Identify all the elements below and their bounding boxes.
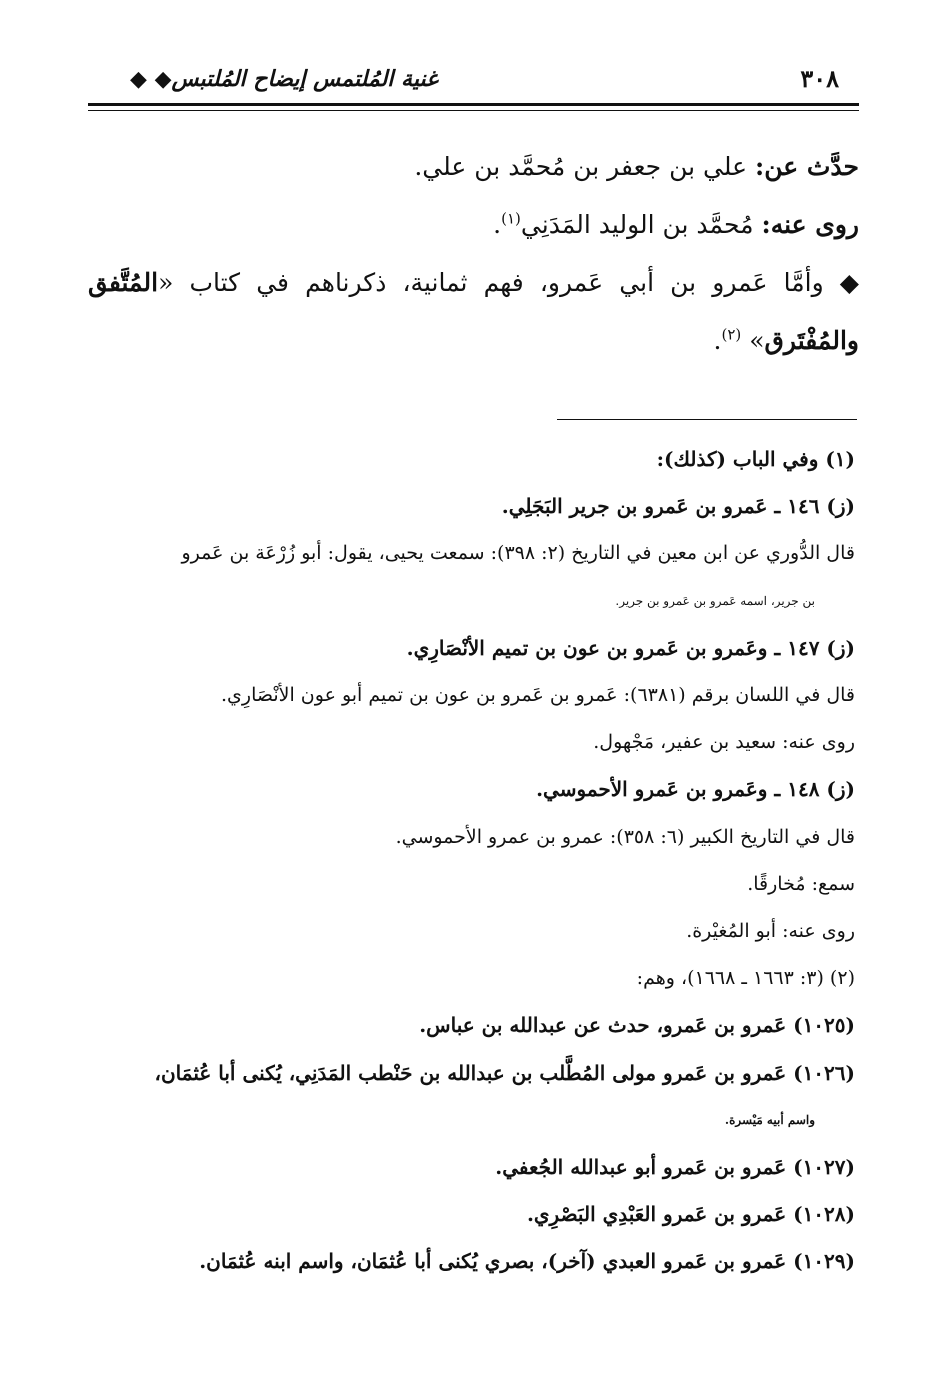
- narrated-by-text: مُحمَّد بن الوليد المَدَنِي: [520, 210, 762, 239]
- footnote-line: واسم أبيه مَيْسرة.: [724, 1112, 815, 1127]
- header-rule-thick: [88, 103, 859, 106]
- header-rule-thin: [88, 110, 859, 111]
- main-paragraph-end: .: [713, 326, 722, 355]
- footnote-line: (١٠٢٧) عَمرو بن عَمرو أبو عبدالله الجُعفي.: [495, 1155, 855, 1180]
- footnote-line: (١٠٢٦) عَمرو بن عَمرو مولى المُطَّلب بن عبدالله بن حَنْطب المَدَنِي، يُكنى أبا عُثمَان،: [154, 1060, 855, 1085]
- narrated-by-line: [88, 196, 859, 254]
- footnotes: [80, 436, 855, 1286]
- book-title-part2: والمُفْتَرق: [764, 326, 859, 355]
- footnote-ref-2: (٢): [721, 325, 742, 344]
- footnote-line: (ز) ١٤٧ ـ وعَمرو بن عَمرو بن عون بن تميم الأنْصَارِي.: [406, 635, 855, 660]
- footnote-line: (١٠٢٩) عَمرو بن عَمرو العبدي (آخر)، بصري يُكنى أبا عُثمَان، واسم ابنه عُثمَان.: [199, 1249, 855, 1274]
- main-paragraph: [88, 254, 859, 370]
- footnote-line: (٢) (٣: ١٦٦٣ ـ ١٦٦٨)، وهم:: [636, 967, 855, 990]
- narrated-by-end: .: [493, 210, 502, 239]
- footnote-line: (١٠٢٥) عَمرو بن عَمرو، حدث عن عبدالله بن عباس.: [419, 1013, 855, 1038]
- footnote-line: (١٠٢٨) عَمرو بن عَمرو العَبْدِي البَصْرِي.: [526, 1202, 855, 1227]
- footnote-line: سمع: مُخارقًا.: [747, 872, 855, 895]
- footnote-line: قال في اللسان برقم (٦٣٨١): عَمرو بن عَمرو بن عون بن تميم أبو عون الأنْصَارِي.: [221, 684, 855, 707]
- footnote-line: (ز) ١٤٨ ـ وعَمرو بن عَمرو الأحموسي.: [536, 777, 855, 802]
- narrated-from-line: [88, 138, 859, 196]
- narrated-from-text: علي بن جعفر بن مُحمَّد بن علي.: [414, 152, 755, 181]
- main-paragraph-text: ◆ وأمَّا عَمرو بن أبي عَمرو، فهم ثمانية، ذكرناهم في كتاب «: [158, 268, 859, 297]
- footnote-line: روى عنه: سعيد بن عفير، مَجْهول.: [593, 731, 855, 754]
- footnote-line: قال في التاريخ الكبير (٦: ٣٥٨): عمرو بن عمرو الأحموسي.: [395, 825, 855, 848]
- book-title-part1: المُتَّفق: [88, 268, 159, 297]
- footnote-ref-1: (١): [501, 209, 521, 228]
- footnote-line: (ز) ١٤٦ ـ عَمرو بن عَمرو بن جرير البَجَلِي.: [501, 494, 855, 519]
- narrated-by-label: روى عنه:: [761, 210, 859, 239]
- footnote-line: قال الدُّوري عن ابن معين في التاريخ (٢: ٣٩٨): سمعت يحيى، يقول: أبو زُرْعَة بن عَمرو: [181, 542, 855, 565]
- footnote-line: (١) وفي الباب (كذلك):: [656, 447, 855, 471]
- page-header: [130, 62, 847, 102]
- page-number: ٣٠٨: [800, 64, 839, 93]
- running-title: غنية المُلتمس إيضاح المُلتبس◆ ◆: [130, 66, 438, 92]
- footnote-line: بن جرير، اسمه عَمرو بن عَمرو بن جرير.: [615, 593, 815, 608]
- main-text: [88, 138, 859, 370]
- book-title-close: »: [749, 326, 765, 355]
- footnote-line: روى عنه: أبو المُغيْرة.: [686, 920, 855, 943]
- footnote-separator: [557, 419, 857, 420]
- narrated-from-label: حدَّث عن:: [755, 152, 859, 181]
